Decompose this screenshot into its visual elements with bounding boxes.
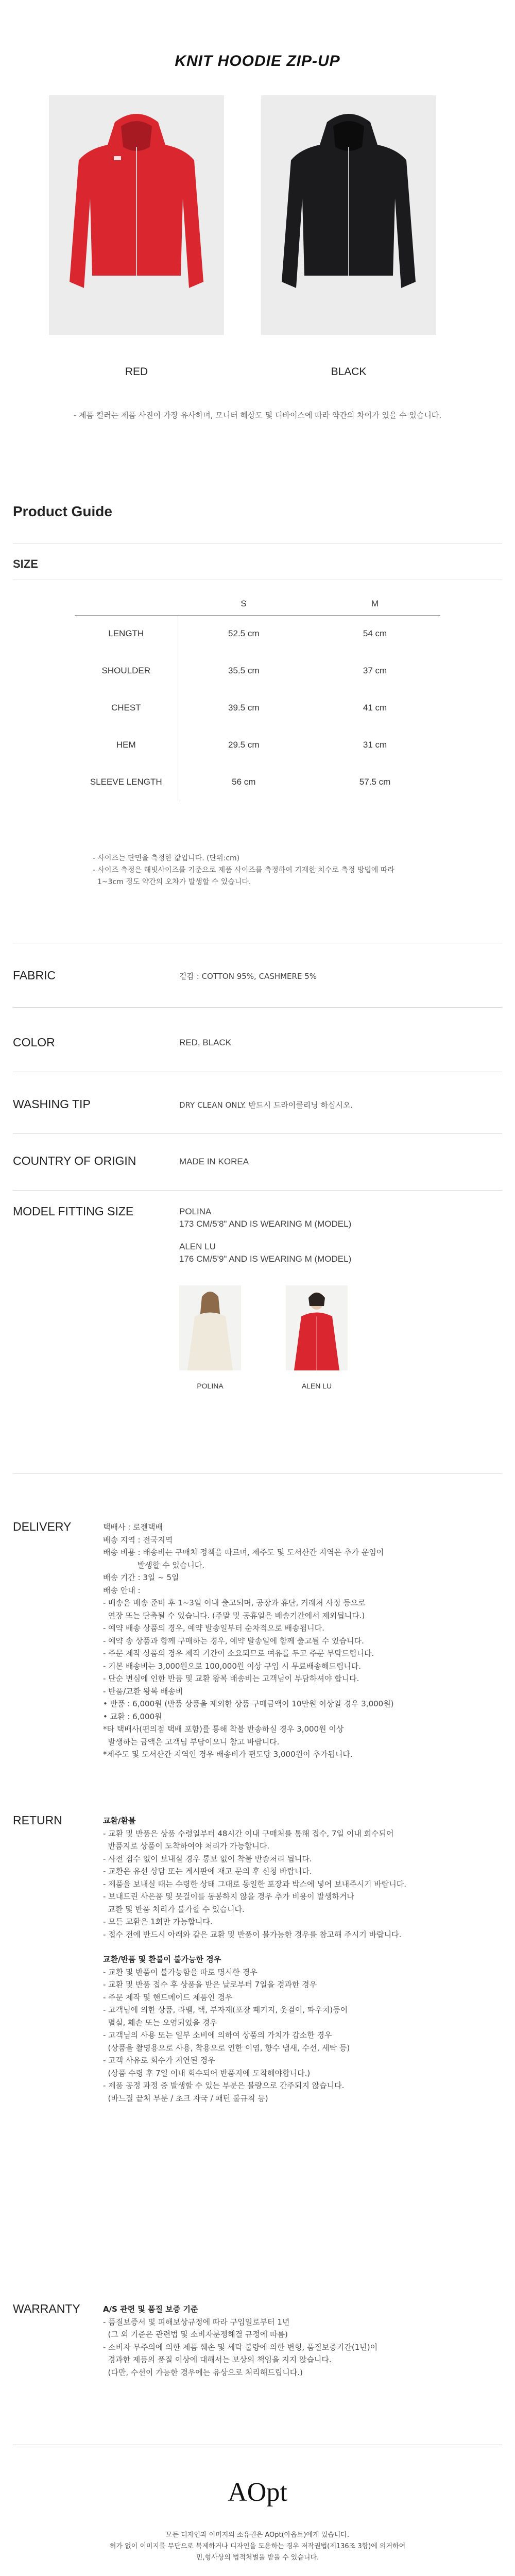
size-s-value: 52.5 cm — [178, 615, 310, 652]
size-m-value: 37 cm — [363, 666, 387, 675]
info-line: - 고객님에 의한 상품, 라벨, 택, 부자재(포장 패키지, 옷걸이, 파우치)등이 — [103, 2005, 348, 2014]
divider — [13, 1190, 502, 1191]
size-header-cell: M — [310, 592, 440, 615]
model-photo-alen-lu — [286, 1285, 348, 1370]
info-line: 배송 비용 : 배송비는 구매처 정책을 따르며, 제주도 및 도서산간 지역은 추가 운임이 — [103, 1548, 384, 1557]
info-line: - 예약 배송 상품의 경우, 예약 발송일부터 순차적으로 배송됩니다. — [103, 1623, 324, 1633]
origin-label: COUNTRY OF ORIGIN — [13, 1154, 136, 1167]
info-line: 배송 지역 : 전국지역 — [103, 1535, 173, 1545]
size-m-value: 57.5 cm — [359, 777, 391, 787]
size-table-header — [75, 592, 440, 615]
size-note: - 사이즈 측정은 해빗사이즈를 기준으로 제품 사이즈를 측정하여 기재한 치수로 측정 방법에 따라 — [93, 866, 394, 874]
info-line: *제주도 및 도서산간 지역인 경우 배송비가 편도당 3,000원이 추가됩니다. — [103, 1750, 353, 1759]
info-line: - 배송은 배송 준비 후 1~3일 이내 출고되며, 공장과 휴단, 거래처 사정 등으로 — [103, 1598, 366, 1607]
model-polina-image — [179, 1285, 241, 1370]
table-row — [75, 764, 440, 801]
non-returnable-list — [103, 1966, 494, 2105]
model-name-text: ALEN LU — [179, 1242, 216, 1251]
delivery-info — [103, 1521, 494, 1761]
info-line: - 모든 교환은 1회만 가능합니다. — [103, 1917, 213, 1926]
size-header-cell — [75, 592, 178, 615]
info-line: - 고객 사유로 회수가 지연된 경우 — [103, 2056, 215, 2065]
size-s-value: 56 cm — [178, 764, 310, 801]
size-m-value: 54 cm — [363, 629, 387, 639]
info-line: 멸실, 훼손 또는 오염되었을 경우 — [103, 2018, 217, 2027]
info-line: 택배사 : 로젠택배 — [103, 1522, 163, 1532]
divider — [13, 1007, 502, 1008]
model-photo-polina — [179, 1285, 241, 1370]
info-line: (다만, 수선이 가능한 경우에는 유상으로 처리해드립니다.) — [103, 2367, 303, 2377]
model-caption-alen-lu: ALEN LU — [301, 1382, 332, 1390]
size-heading: SIZE — [13, 557, 38, 570]
info-line: (그 외 기준은 관련법 및 소비자분쟁해결 규정에 따름) — [103, 2330, 288, 2339]
info-line: 발생하는 금액은 고객님 부담이오니 참고 바랍니다. — [103, 1737, 280, 1747]
info-line: - 접수 전에 반드시 아래와 같은 교환 및 반품이 불가능한 경우를 참고해 주시기 바랍니다. — [103, 1929, 402, 1939]
table-row — [75, 615, 440, 652]
copyright-line: 민,형사상의 법적처벌을 받을 수 있습니다. — [196, 2554, 319, 2562]
brand-logo: AOpt — [228, 2478, 287, 2507]
model-desc-text: 176 CM/5'9" AND IS WEARING M (MODEL) — [179, 1254, 352, 1264]
return-policy-list — [103, 1827, 494, 1941]
info-line: • 반품 : 6,000원 (반품 상품을 제외한 상품 구매금액이 10만원 이상일 경우 3,000원) — [103, 1699, 394, 1708]
return-info — [103, 1815, 494, 2105]
info-line: 발생할 수 있습니다. — [103, 1560, 204, 1570]
return-subheading: 교환/환불 — [103, 1816, 136, 1825]
warranty-list — [103, 2316, 494, 2379]
size-notes — [93, 853, 453, 888]
info-line: (상품을 촬영용으로 사용, 착용으로 인한 이염, 향수 냄새, 수선, 세탁 등) — [103, 2043, 350, 2053]
table-row — [75, 726, 440, 764]
size-header-cell: S — [178, 592, 310, 615]
info-line: *타 택배사(편의점 택배 포함)를 통해 착불 반송하실 경우 3,000원 이상 — [103, 1724, 344, 1734]
info-line: - 교환 및 반품이 불가능함을 따로 명시한 경우 — [103, 1967, 258, 1977]
model-desc-text: 173 CM/5'8" AND IS WEARING M (MODEL) — [179, 1219, 352, 1229]
copyright-notice — [0, 2530, 515, 2564]
measure-name: HEM — [116, 740, 136, 750]
info-line: - 제품을 보내실 때는 수령한 상태 그대로 동일한 포장과 박스에 넣어 보내주시기 바랍니다. — [103, 1879, 407, 1889]
size-m-value: 41 cm — [363, 703, 387, 713]
size-s-value: 39.5 cm — [178, 689, 310, 726]
washing-value: DRY CLEAN ONLY. 반드시 드라이클리닝 하십시오. — [179, 1100, 353, 1110]
size-note: 1~3cm 정도 약간의 오차가 발생할 수 있습니다. — [93, 878, 251, 886]
info-line: 배송 안내 : — [103, 1585, 141, 1595]
measure-name: SHOULDER — [101, 666, 150, 675]
color-label: COLOR — [13, 1036, 55, 1049]
product-title: KNIT HOODIE ZIP-UP — [175, 53, 340, 70]
info-line: 경과한 제품의 품질 이상에 대해서는 보상의 책임을 지지 않습니다. — [103, 2355, 332, 2364]
divider — [13, 1133, 502, 1134]
model-alen-lu-image — [286, 1285, 348, 1370]
color-label-red: RED — [125, 366, 148, 378]
delivery-title: DELIVERY — [13, 1520, 72, 1533]
divider — [13, 1473, 502, 1474]
spacer — [103, 1941, 494, 1953]
origin-value: MADE IN KOREA — [179, 1157, 249, 1166]
info-line: - 교환 및 반품은 상품 수령일부터 48시간 이내 구매처를 통해 접수, 7일 이내 회수되어 — [103, 1828, 394, 1838]
warranty-info — [103, 2303, 494, 2379]
measure-name: CHEST — [111, 703, 141, 713]
info-line: • 교환 : 6,000원 — [103, 1711, 162, 1721]
info-line: - 소비자 부주의에 의한 제품 훼손 및 세탁 불량에 의한 변형, 품질보증기간(1년)이 — [103, 2342, 378, 2352]
return-title: RETURN — [13, 1814, 62, 1827]
color-label-black: BLACK — [331, 366, 367, 378]
table-row — [75, 652, 440, 689]
red-hoodie-image — [49, 95, 224, 335]
size-s-value: 35.5 cm — [178, 652, 310, 689]
info-line: - 반품/교환 왕복 배송비 — [103, 1686, 183, 1696]
size-note: - 사이즈는 단면을 측정한 값입니다. (단위:cm) — [93, 854, 240, 862]
color-disclaimer: - 제품 컬러는 제품 사진이 가장 유사하며, 모니터 해상도 및 디바이스에 따라 약간의 차이가 있을 수 있습니다. — [73, 411, 442, 420]
info-line: - 교환 및 반품 접수 후 상품을 받은 날로부터 7일을 경과한 경우 — [103, 1980, 317, 1989]
info-line: - 사전 접수 없이 보내실 경우 통보 없이 착불 반송처리 됩니다. — [103, 1854, 312, 1863]
info-line: - 보내드린 사은품 및 못걸이를 동봉하지 않을 경우 추가 비용이 발생하거나 — [103, 1892, 354, 1901]
model-name-text: POLINA — [179, 1207, 212, 1216]
product-photo-black — [261, 95, 436, 335]
size-table — [75, 592, 440, 801]
warranty-title: WARRANTY — [13, 2302, 80, 2315]
info-line: - 주문 제작 및 핸드메이드 제품인 경우 — [103, 1992, 233, 2002]
copyright-line: 모든 디자인과 이미지의 소유권은 AOpt(아옵트)에게 있습니다. — [165, 2531, 350, 2539]
info-line: 배송 기간 : 3일 ~ 5일 — [103, 1573, 179, 1582]
measure-name: SLEEVE LENGTH — [90, 777, 162, 787]
model-fitting-label: MODEL FITTING SIZE — [13, 1205, 134, 1218]
info-line: - 고객님의 사용 또는 일부 소비에 의하여 상품의 가치가 감소한 경우 — [103, 2030, 332, 2040]
black-hoodie-image — [261, 95, 436, 335]
non-returnable-subheading: 교환/반품 및 환불이 불가능한 경우 — [103, 1955, 221, 1964]
fabric-label: FABRIC — [13, 969, 56, 982]
measure-name: LENGTH — [108, 629, 144, 639]
info-line: (상품 수령 후 7일 이내 회수되어 반품지에 도착해야합니다.) — [103, 2068, 311, 2078]
size-m-value: 31 cm — [363, 740, 387, 750]
washing-label: WASHING TIP — [13, 1097, 91, 1111]
info-line: - 주문 제작 상품의 경우 제작 기간이 소요되므로 여유를 두고 주문 부탁드립니다. — [103, 1649, 374, 1658]
fabric-value: 겉감 : COTTON 95%, CASHMERE 5% — [179, 972, 317, 981]
info-line: (바느질 끝처 부분 / 초크 자국 / 패턴 불규칙 등) — [103, 2093, 268, 2103]
info-line: - 교환은 유선 상담 또는 게시판에 재고 문의 후 신청 바랍니다. — [103, 1867, 312, 1876]
info-line: 연장 또는 단축될 수 있습니다. (주말 및 공휴일은 배송기간에서 제외됩니다.) — [103, 1611, 365, 1620]
product-guide-heading: Product Guide — [13, 503, 112, 519]
table-row — [75, 689, 440, 726]
info-line: - 제품 공정 과정 중 발생할 수 있는 부분은 불량으로 간주되지 않습니다. — [103, 2081, 345, 2090]
color-value: RED, BLACK — [179, 1038, 232, 1047]
info-line: 반품지로 상품이 도착하여야 처리가 가능합니다. — [103, 1841, 270, 1851]
info-line: - 예약 송 상품과 함께 구매하는 경우, 예약 발송일에 함께 출고될 수 있습니다. — [103, 1636, 364, 1646]
warranty-subheading: A/S 관련 및 품질 보증 기준 — [103, 2304, 198, 2314]
product-photo-red — [49, 95, 224, 335]
model-caption-polina: POLINA — [197, 1382, 224, 1390]
size-s-value: 29.5 cm — [178, 726, 310, 764]
copyright-line: 허가 없이 이미지를 무단으로 복제하거나 디자인을 도용하는 경우 저작권법(제136조 3항)에 의거하여 — [109, 2543, 406, 2550]
info-line: - 단순 변심에 인한 반품 및 교환 왕복 배송비는 고객님이 부담하셔야 합니다. — [103, 1674, 359, 1683]
info-line: - 품질보증서 및 피해보상규정에 따라 구입일로부터 1년 — [103, 2317, 290, 2327]
info-line: 교환 및 반품 처리가 불가할 수 있습니다. — [103, 1904, 245, 1914]
info-line: - 기본 배송비는 3,000원으로 100,000원 이상 구입 시 무료배송해드립니다. — [103, 1661, 362, 1671]
